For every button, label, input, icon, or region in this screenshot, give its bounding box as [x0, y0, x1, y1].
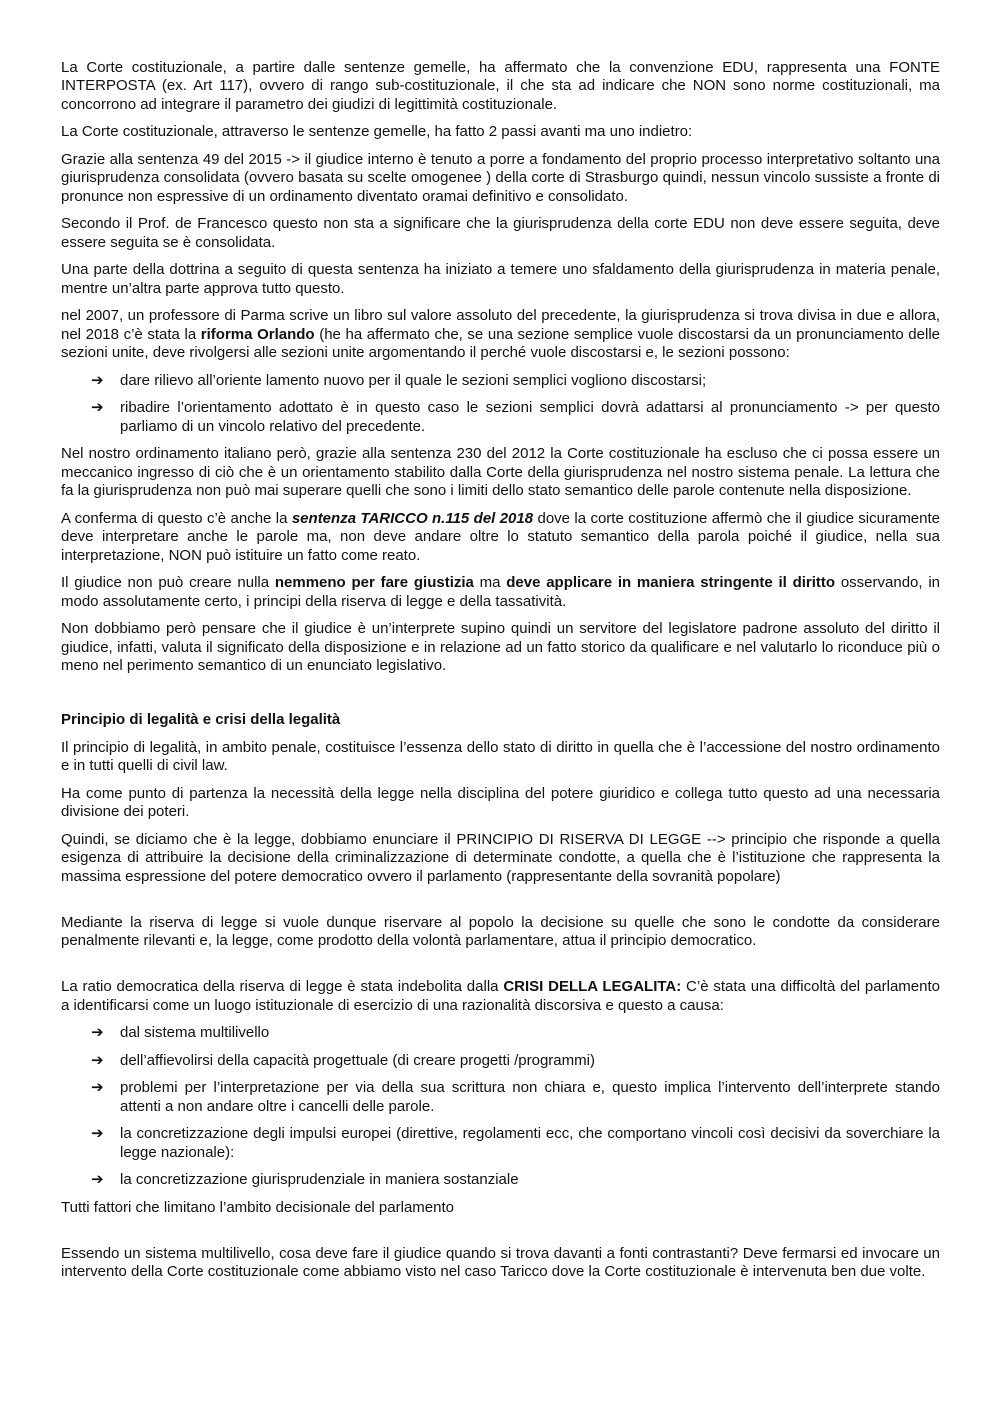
spacer [61, 895, 940, 913]
list-item [61, 1052, 940, 1070]
paragraph-punto-partenza: Ha come punto di partenza la necessità della legge nella disciplina del potere giuridico e collega tutto questo ad una necessaria divisione dei poteri. [61, 785, 940, 821]
list-item [61, 399, 940, 436]
arrow-right-icon: ➔ [91, 371, 104, 389]
bold-run: deve applicare in maniera stringente il diritto [506, 574, 836, 592]
bold-run: nemmeno per fare giustizia [274, 574, 474, 592]
text-run: La ratio democratica della riserva di legge è stata indebolita dalla [61, 978, 504, 996]
list-item [61, 1024, 940, 1042]
text-run: dove la corte costituzione affermò che il giudice sicuramente deve interpretare anche le parole ma, non deve andare oltre lo statuto semantico della parola poiché il giudice, nella sua interpretazione, NON può istituire un fatto come reato. [61, 509, 941, 564]
paragraph-passi-avanti: La Corte costituzionale, attraverso le sentenze gemelle, ha fatto 2 passi avanti ma uno indietro: [61, 123, 693, 141]
bold-run: riforma Orlando [200, 325, 315, 343]
arrow-right-icon: ➔ [91, 1024, 104, 1042]
paragraph-riserva-di-legge: Quindi, se diciamo che è la legge, dobbiamo enunciare il PRINCIPIO DI RISERVA DI LEGGE --> principio che risponde a quella esigenza di attribuire la decisione della criminalizzazione di determinate condotte, a quella che è l’istituzione che rappresenta la massima espressione del potere democratico ovvero il parlamento (rappresentante della sovranità popolare) [61, 831, 940, 885]
list-item-text: dare rilievo all’oriente lamento nuovo per il quale le sezioni semplici vogliono discostarsi; [120, 371, 707, 389]
paragraph-fattori: Tutti fattori che limitano l’ambito decisionale del parlamento [61, 1199, 454, 1216]
spacer [61, 960, 940, 978]
list-item-text: la concretizzazione degli impulsi europei (direttive, regolamenti ecc, che comportano vincoli così decisivi da soverchiare la legge nazionale): [120, 1125, 940, 1161]
arrow-right-icon: ➔ [91, 399, 104, 417]
paragraph-dottrina: Una parte della dottrina a seguito di questa sentenza ha iniziato a temere uno sfaldamento della giurisprudenza in materia penale, mentre un’altra parte approva tutto questo. [61, 261, 940, 297]
paragraph-taricco [61, 510, 940, 565]
text-run: Il giudice non può creare nulla [61, 574, 275, 592]
list-item [61, 1125, 940, 1162]
text-run: A conferma di questo c’è anche la [61, 509, 292, 527]
bullet-list-cause [61, 1024, 940, 1190]
arrow-right-icon: ➔ [91, 1171, 104, 1189]
text-run: ma [473, 574, 507, 592]
paragraph-crisi-legalita [61, 978, 940, 1015]
paragraph-sentenza-230: Nel nostro ordinamento italiano però, grazie alla sentenza 230 del 2012 la Corte costituzionale ha escluso che ci possa essere un meccanico ingresso di ciò che è un orientamento stabilito dalla Corte della giurisprudenza nel nostro sistema penale. La lettura che fa la giurisprudenza non può mai superare quelli che sono i limiti dello stato semantico delle parole contenute nella disposizione. [61, 445, 940, 500]
section-heading: Principio di legalità e crisi della legalità [61, 711, 341, 729]
list-item [61, 1171, 940, 1189]
arrow-right-icon: ➔ [91, 1051, 104, 1069]
bold-run: CRISI DELLA LEGALITA: [503, 978, 682, 996]
paragraph-principio-legalita: Il principio di legalità, in ambito penale, costituisce l’essenza dello stato di diritto in quella che è l’accessione del nostro ordinamento e in tutti quelli di civil law. [61, 739, 940, 775]
paragraph-fonte-interposta: La Corte costituzionale, a partire dalle sentenze gemelle, ha affermato che la convenzione EDU, rappresenta una FONTE INTERPOSTA (ex. Art 117), ovvero di rango sub-costituzionale, il che sta ad indicare che NON sono norme costituzionali, ma concorrono ad integrare il parametro dei giudizi di legittimità costituzionale. [61, 59, 940, 113]
arrow-right-icon: ➔ [91, 1079, 104, 1097]
list-item-text: dal sistema multilivello [120, 1024, 270, 1042]
list-item-text: ribadire l’orientamento adottato è in questo caso le sezioni semplici dovrà adattarsi al pronunciamento -> per questo parliamo di un vincolo relativo del precedente. [120, 399, 940, 435]
paragraph-interprete-supino: Non dobbiamo però pensare che il giudice è un’interprete supino quindi un servitore del legislatore padrone assoluto del diritto il giudice, infatti, valuta il significato della disposizione e in relazione ad un fatto storico da qualificare e nel valutarlo lo riconduce più o meno nel perimento semantico di un enunciato legislativo. [61, 620, 940, 675]
list-item-text: problemi per l’interpretazione per via della sua scrittura non chiara e, questo implica l’intervento dell’interprete stando attenti a non andare oltre i cancelli delle parole. [120, 1079, 940, 1115]
paragraph-riforma-orlando [61, 307, 940, 362]
list-item-text: dell’affievolirsi della capacità progettuale (di creare progetti /programmi) [120, 1051, 595, 1069]
paragraph-de-francesco: Secondo il Prof. de Francesco questo non sta a significare che la giurisprudenza della corte EDU non deve essere seguita, deve essere seguita se è consolidata. [61, 215, 940, 251]
paragraph-sistema-multilivello: Essendo un sistema multilivello, cosa deve fare il giudice quando si trova davanti a fonti contrastanti? Deve fermarsi ed invocare un intervento della Corte costituzionale come abbiamo visto nel caso Taricco dove la Corte costituzionale è intervenuta ben due volte. [61, 1244, 940, 1281]
paragraph-mediante-riserva: Mediante la riserva di legge si vuole dunque riservare al popolo la decisione su quelle che sono le condotte da considerare penalmente rilevanti e, la legge, come prodotto della volontà parlamentare, attua il principio democratico. [61, 913, 940, 950]
list-item [61, 1079, 940, 1116]
list-item-text: la concretizzazione giurisprudenziale in maniera sostanziale [120, 1171, 519, 1189]
list-item [61, 372, 940, 390]
spacer [61, 1227, 940, 1245]
paragraph-giudice-non-crea [61, 574, 940, 611]
text-run: C’è stata una difficoltà del parlamento a identificarsi come un luogo istituzionale di esercizio di una razionalità discorsiva e questo a causa: [61, 978, 940, 1014]
text-run: osservando, in modo assolutamente certo, i principi della riserva di legge e della tassatività. [61, 574, 940, 610]
bold-italic-run: sentenza TARICCO n.115 del 2018 [291, 509, 534, 527]
text-run: (he ha affermato che, se una sezione semplice vuole discostarsi da un pronunciamento delle sezioni unite, deve rivolgersi alle sezioni unite argomentando il perché vuole discostarsi e, le sezioni possono: [61, 325, 940, 362]
bullet-list-sezioni [61, 372, 940, 436]
text-run: nel 2007, un professore di Parma scrive un libro sul valore assoluto del precedente, la giurisprudenza si trova divisa in due e allora, nel 2018 c’è stata la [61, 307, 940, 343]
document-page [61, 59, 940, 1291]
paragraph-sentenza-49: Grazie alla sentenza 49 del 2015 -> il giudice interno è tenuto a porre a fondamento del proprio processo interpretativo soltanto una giurisprudenza consolidata (ovvero basata su scelte omogenee ) della corte di Strasburgo quindi, nessun vincolo sussiste a fronte di pronunce non espressive di un ordinamento diventato oramai definitivo e consolidato. [61, 151, 940, 205]
arrow-right-icon: ➔ [91, 1125, 104, 1143]
